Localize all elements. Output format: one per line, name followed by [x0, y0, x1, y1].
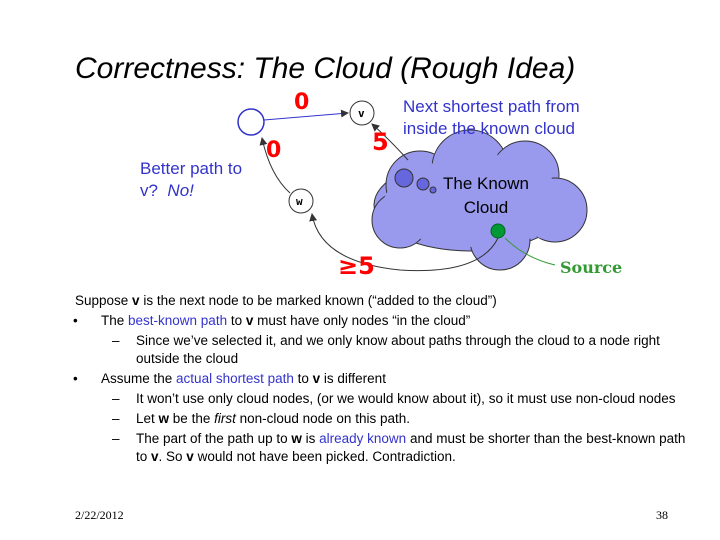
outer-node — [238, 109, 264, 135]
bullet-2: • Assume the actual shortest path to v is different — [73, 371, 386, 386]
node-v-label: v — [358, 107, 365, 120]
better-path-label: Better path to v? No! — [140, 159, 243, 200]
bullet-2-sub-3: – The part of the path up to w is already known and must be shorter than the best-known path to v. So v would not have been picked. Contradiction. — [112, 431, 686, 464]
node-w-label: w — [296, 195, 303, 208]
source-label: Source — [560, 258, 623, 277]
annotation-zero-top: 0 — [294, 90, 310, 115]
intro-line: Suppose v is the next node to be marked known (“added to the cloud”) — [75, 293, 497, 308]
source-node — [491, 224, 505, 238]
bullet-1-sub-1: – Since we’ve selected it, and we only know about paths through the cloud to a node right outside the cloud — [112, 333, 660, 366]
cloud-node-1 — [395, 169, 413, 187]
annotation-five: 5 — [372, 128, 389, 156]
slide-title: Correctness: The Cloud (Rough Idea) — [75, 52, 576, 85]
bullet-2-sub-1: – It won’t use only cloud nodes, (or we would know about it), so it must use non-cloud nodes — [112, 391, 676, 406]
annotation-geq-five: ≥5 — [338, 252, 375, 280]
bullet-2-sub-2: – Let w be the first non-cloud node on this path. — [112, 411, 410, 426]
slide-body — [75, 292, 695, 466]
page-number: 38 — [656, 508, 668, 522]
annotation-zero-left: 0 — [266, 138, 282, 163]
cloud-label: The Known Cloud — [443, 174, 529, 217]
bullet-1: • The best-known path to v must have only nodes “in the cloud” — [73, 313, 471, 328]
next-shortest-label: Next shortest path from inside the known cloud — [403, 97, 580, 138]
cloud-node-2 — [417, 178, 429, 190]
footer-date: 2/22/2012 — [75, 508, 124, 522]
